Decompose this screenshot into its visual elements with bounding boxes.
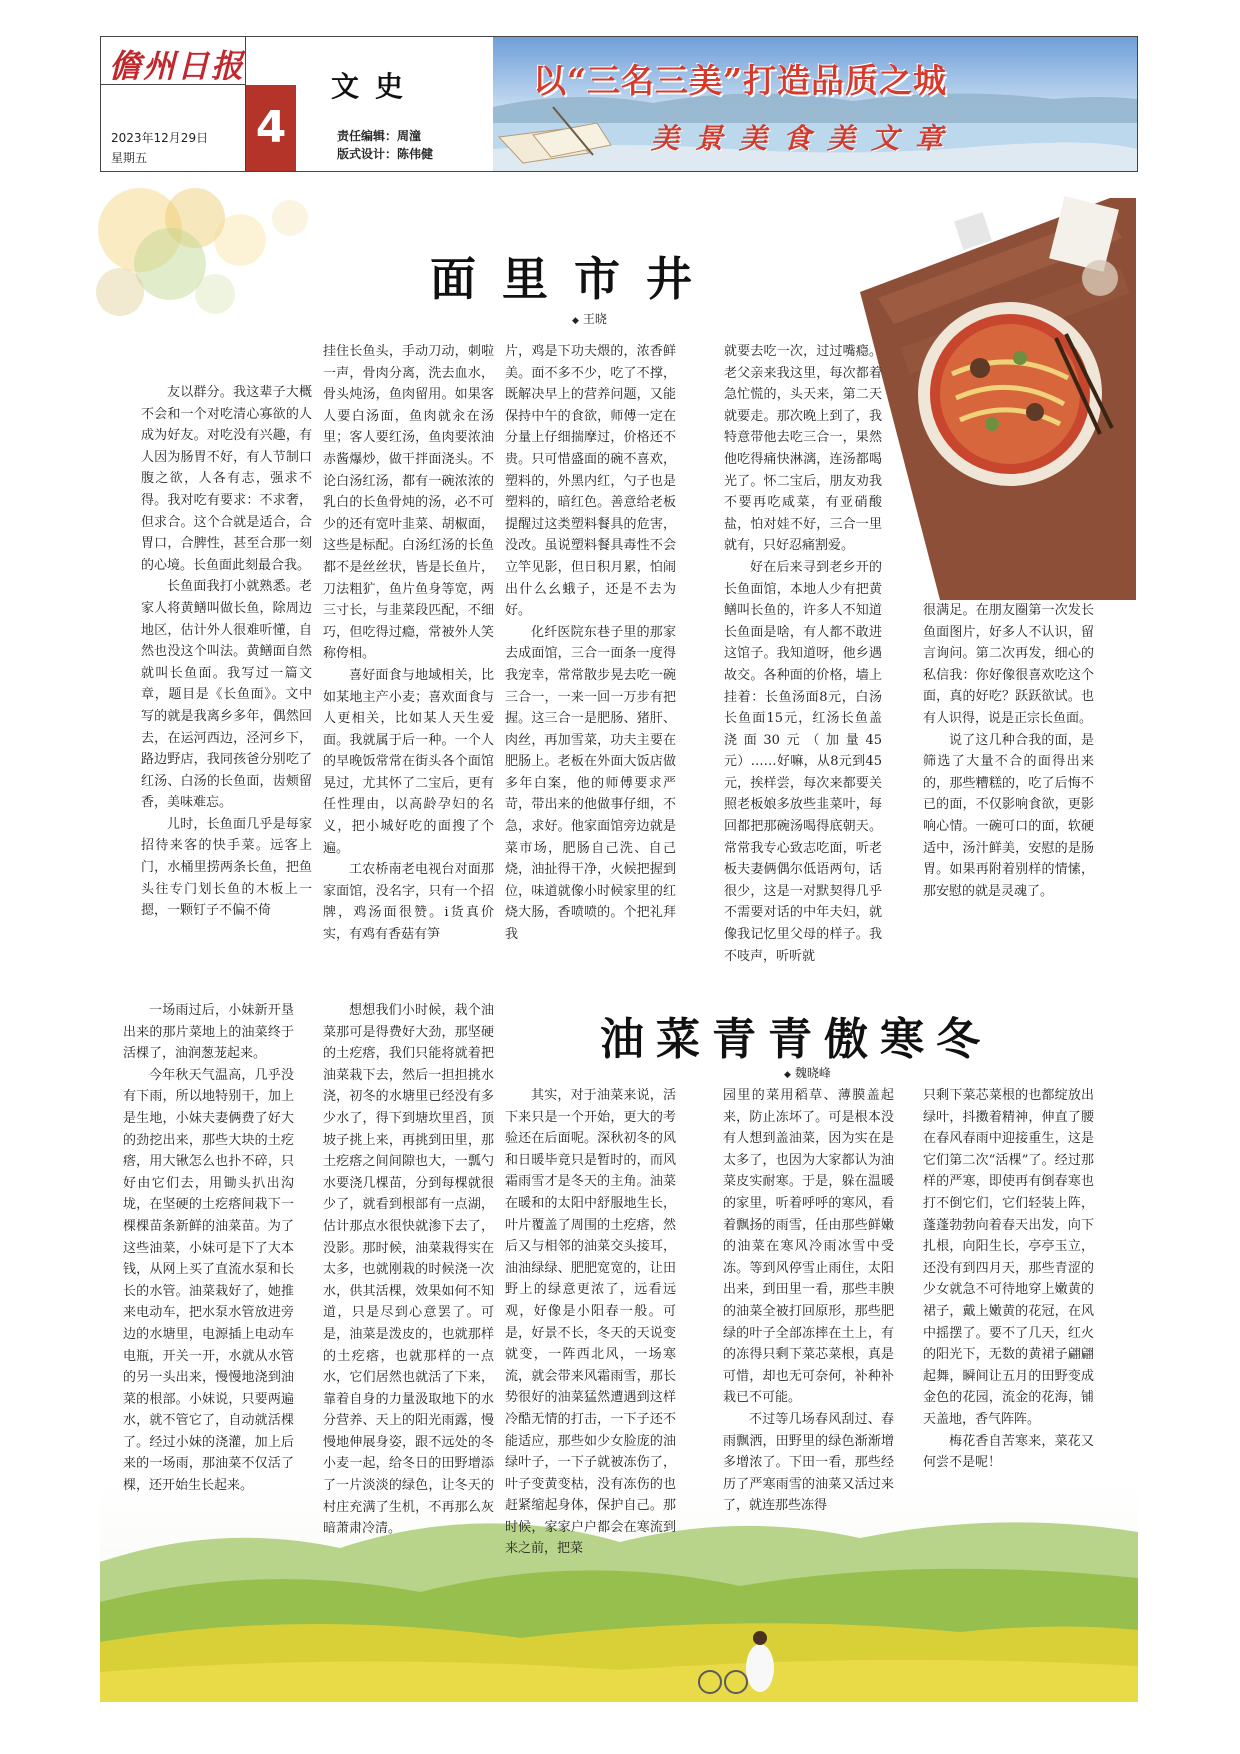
article2-column-1 [123, 1000, 294, 1520]
article1-column-4 [724, 341, 882, 964]
article2-title: 油菜青青傲寒冬 [600, 1014, 992, 1065]
banner-subtitle: 美景美食美文章 [651, 122, 960, 155]
article-paragraph: 喜好面食与地域相关，比如某地主产小麦；喜欢面食与人更相关，比如某人天生爱面。我就属于后一种。一个人的早晚饭常常在街头各个面馆晃过，尤其怀了二宝后，更有任性理由，以高龄孕妇的名义，把小城好吃的面搜了个遍。 [323, 667, 494, 856]
article-paragraph: 儿时，长鱼面几乎是每家招待来客的快手菜。远客上门，水桶里捞两条长鱼，把鱼头往专门划长鱼的木板上一摁，一颗钉子不偏不倚 [141, 816, 312, 919]
article-paragraph: 梅花香自苦寒来，菜花又何尝不是呢！ [923, 1433, 1094, 1471]
article1-column-3 [505, 341, 676, 958]
header-banner [493, 37, 1137, 171]
article-paragraph: 好在后来寻到老乡开的长鱼面馆，本地人少有把黄鳝叫长鱼的，许多人不知道长鱼面是啥，有人都不敢进这馆子。我知道呀，他乡遇故交。各种面的价格，墙上挂着：长鱼汤面8元，白汤长鱼面15元，红汤长鱼盖浇面30元（加量45元）……好嘛，从8元到45元，挨样尝，每次来都要关照老板娘多放些韭菜叶，每回都把那碗汤喝得底朝天。常常我专心致志吃面，听老板夫妻俩偶尔低语两句，话很少，这是一对默契得几乎不需要对话的中年夫妇，就像我记忆里父母的样子。我不吱声，听听就 [724, 559, 882, 964]
noodle-bowl-illustration [860, 198, 1136, 600]
article1-title: 面里市井 [430, 252, 718, 306]
article-paragraph: 长鱼面我打小就熟悉。老家人将黄鳝叫做长鱼，除周边地区，估计外人很难听懂，自然也没这个叫法。黄鳝面自然就叫长鱼面。我写过一篇文章，题目是《长鱼面》。文中写的就是我离乡多年，偶然回去，在运河西边，泾河乡下，路边野店，我同孩爸分别吃了红汤、白汤的长鱼面，齿颊留香，美味难忘。 [141, 579, 312, 811]
article1-column-2 [323, 341, 494, 958]
article-paragraph: 一场雨过后，小妹新开垦出来的那片菜地上的油菜终于活棵了，油润葱茏起来。 [123, 1003, 294, 1062]
article-paragraph: 很满足。在朋友圈第一次发长鱼面图片，好多人不认识，留言询问。第二次再发，细心的私信我：你好像很喜欢吃这个面，真的好吃？跃跃欲试。也有人识得，说是正宗长鱼面。 [923, 603, 1094, 726]
article1-column-1 [141, 382, 312, 958]
editor-label: 责任编辑： [337, 129, 398, 143]
article-paragraph: 不过等几场春风刮过、春雨飘洒，田野里的绿色渐渐增多增浓了。下田一看，那些经历了严寒雨雪的油菜又活过来了，就连那些冻得 [723, 1411, 894, 1514]
editor-credits [337, 127, 433, 163]
article1-author-name: 王晓 [582, 312, 607, 326]
article2-author [784, 1064, 831, 1081]
article2-column-4 [723, 1085, 894, 1514]
article1-author [572, 310, 607, 327]
diamond-icon: ◆ [784, 1070, 791, 1080]
article-paragraph: 园里的菜用稻草、薄膜盖起来，防止冻坏了。可是根本没有人想到盖油菜，因为实在是太多了，也因为大家都认为油菜皮实耐寒。于是，躲在温暖的家里，听着呼呼的寒风，看着飘扬的雨雪，任由那些鲜嫩的油菜在寒风冷雨冰雪中受冻。等到风停雪止雨住，太阳出来，到田里一看，那些丰腴的油菜全被打回原形，那些肥绿的叶子全部冻摔在土上，有的冻得只剩下菜芯菜根，真是可惜，却也无可奈何，补种补栽已不可能。 [723, 1088, 894, 1406]
article-paragraph: 只剩下菜芯菜根的也都绽放出绿叶，抖擞着精神，伸直了腰在春风春雨中迎接重生，这是它们第二次“活棵”了。经过那样的严寒，即使再有倒春寒也打不倒它们，它们轻装上阵，蓬蓬勃勃向着春天出发，向下扎根，向阳生长，亭亭玉立，还没有到四月天，那些青涩的少女就急不可待地穿上嫩黄的裙子，戴上嫩黄的花冠，在风中摇摆了。要不了几天，红火的阳光下，无数的黄裙子翩翩起舞，瞬间让五月的田野变成金色的花园，流金的花海，铺天盖地，香气阵阵。 [923, 1088, 1094, 1427]
banner-slogan: 以“三名三美”打造品质之城 [533, 61, 947, 100]
logo-cell [101, 37, 246, 85]
newspaper-logo: 儋州日报 [109, 47, 246, 85]
article2-author-name: 魏晓峰 [794, 1066, 831, 1080]
issue-date: 2023年12月29日 [111, 131, 209, 145]
article-paragraph: 其实，对于油菜来说，活下来只是一个开始，更大的考验还在后面呢。深秋初冬的风和日暖毕竟只是暂时的，而风霜雨雪才是冬天的主角。油菜在暖和的太阳中舒服地生长，叶片覆盖了周围的土疙瘩，然后又与相邻的油菜交头接耳，油油绿绿、肥肥宽宽的，让田野上的绿意更浓了，远看远观，好像是小阳春一般。可是，好景不长，冬天的天说变就变，一阵西北风，一场寒流，就会带来风霜雨雪，那长势很好的油菜猛然遭遇到这样冷酷无情的打击，一下子还不能适应，那些如少女脸庞的油绿叶子，一下子就被冻伤了，叶子变黄变枯，没有冻伤的也赶紧缩起身体，保护自己。那时候，家家户户都会在寒流到来之前，把菜 [505, 1088, 676, 1557]
designer-name: 陈伟健 [397, 147, 434, 161]
diamond-icon: ◆ [572, 316, 579, 326]
article-paragraph: 就要去吃一次，过过嘴瘾。老父亲来我这里，每次都着急忙慌的，头天来，第二天就要走。那次晚上到了，我特意带他去吃三合一，果然他吃得痛快淋漓，连汤都喝光了。怀二宝后，朋友劝我不要再吃咸菜，有亚硝酸盐，怕对娃不好，三合一里就有，只好忍痛割爱。 [724, 344, 882, 554]
article-paragraph: 片，鸡是下功夫煨的，浓香鲜美。面不多不少，吃了不撑，既解决早上的营养问题，又能保持中午的食欲，师傅一定在分量上仔细揣摩过，价格还不贵。只可惜盛面的碗不喜欢，塑料的，外黑内红，勺子也是塑料的，暗红色。善意给老板提醒过这类塑料餐具的危害，没改。虽说塑料餐具毒性不会立竿见影，但日积月累，怕闹出什么幺蛾子，还是不去为好。 [505, 344, 676, 619]
article2-column-2 [323, 1000, 494, 1537]
article-paragraph: 工农桥南老电视台对面那家面馆，没名字，只有一个招牌，鸡汤面很赞。i货真价实，有鸡有香菇有笋 [323, 862, 494, 943]
masthead [100, 36, 1138, 172]
issue-weekday: 星期五 [111, 151, 148, 165]
leaves-watercolor-illustration [100, 194, 360, 334]
page-number: 4 [246, 85, 296, 171]
article1-column-5 [923, 600, 1094, 958]
section-title: 文史 [331, 70, 420, 103]
date-cell [101, 85, 246, 171]
article-paragraph: 想想我们小时候，栽个油菜那可是得费好大劲，那坚硬的土疙瘩，我们只能将就着把油菜栽下去，然后一担担挑水浇，初冬的水塘里已经没有多少水了，得下到塘坎里舀，顶坡子挑上来，再挑到田里，那土疙瘩之间间隙也大，一瓢勺水要浇几棵苗，分到每棵就很少了，就看到根部有一点湖，估计那点水很快就渗下去了，没影。那时候，油菜栽得实在太多，也就刚栽的时候浇一次水，供其活棵，效果如何不知道，只是尽到心意罢了。可是，油菜是泼皮的，也就那样的土疙瘩，也就那样的一点水，它们居然也就活了下来，靠着自身的力量汲取地下的水分营养、天上的阳光雨露，慢慢地伸展身姿，跟不远处的冬小麦一起，给冬日的田野增添了一片淡淡的绿色，让冬天的村庄充满了生机，不再那么灰暗萧肃冷清。 [323, 1003, 494, 1537]
article2-column-3 [505, 1085, 676, 1557]
designer-label: 版式设计： [337, 147, 398, 161]
article-paragraph: 友以群分。我这辈子大概不会和一个对吃清心寡欲的人成为好友。对吃没有兴趣，有人因为肠胃不好，有人节制口腹之欲，人各有志，强求不得。我对吃有要求：不求奢，但求合。这个合就是适合，合胃口，合脾性，甚至合那一刻的心境。长鱼面此刻最合我。 [141, 385, 312, 573]
article-paragraph: 挂住长鱼头，手动刀动，刺啦一声，骨肉分离，洗去血水，骨头炖汤，鱼肉留用。如果客人要白汤面，鱼肉就汆在汤里；客人要红汤，鱼肉要浓油赤酱爆炒，做干拌面浇头。不论白汤红汤，都有一碗浓浓的乳白的长鱼骨炖的汤，必不可少的还有宽叶韭菜、胡椒面，这些是标配。白汤红汤的长鱼都不是丝丝状，皆是长鱼片，刀法粗犷，鱼片鱼身等宽，两三寸长，与韭菜段匹配，不细巧，但吃得过瘾，常被外人笑称侉相。 [323, 344, 494, 662]
article-paragraph: 说了这几种合我的面，是筛选了大量不合的面得出来的，那些糟糕的，吃了后悔不已的面，不仅影响食欲，更影响心情。一碗可口的面，软硬适中，汤汁鲜美，安慰的是肠胃。如果再附着别样的情愫，那安慰的就是灵魂了。 [923, 732, 1094, 899]
article2-column-5 [923, 1085, 1094, 1505]
article-paragraph: 今年秋天气温高，几乎没有下雨，所以地特别干，加上是生地，小妹夫妻俩费了好大的劲挖出来，那些大块的土疙瘩，用大锹怎么也扑不碎，只好由它们去，用锄头扒出沟垅，在坚硬的土疙瘩间栽下一棵棵苗条新鲜的油菜苗。为了这些油菜，小妹可是下了大本钱，从网上买了直流水泵和长长的水管。油菜栽好了，她推来电动车，把水泵水管放进旁边的水塘里，电源插上电动车电瓶，开关一开，水就从水管的另一头出来，慢慢地浇到油菜的根部。小妹说，只要两遍水，就不管它了，自动就活棵了。经过小妹的浇灌，加上后来的一场雨，那油菜不仅活了棵，还开始生长起来。 [123, 1067, 294, 1494]
editor-name: 周潼 [397, 129, 422, 143]
article-paragraph: 化纤医院东巷子里的那家去成面馆，三合一面条一度得我宠幸，常常散步晃去吃一碗三合一，一来一回一万步有把握。这三合一是肥肠、猪肝、肉丝，再加雪菜，功夫主要在肥肠上。老板在外面大饭店做多年白案，他的师傅要求严苛，带出来的他做事仔细，不急，求好。他家面馆旁边就是菜市场，肥肠自己洗、自己烧，油扯得干净，火候把握到位，味道就像小时候家里的红烧大肠，香喷喷的。个把礼拜我 [505, 624, 676, 943]
